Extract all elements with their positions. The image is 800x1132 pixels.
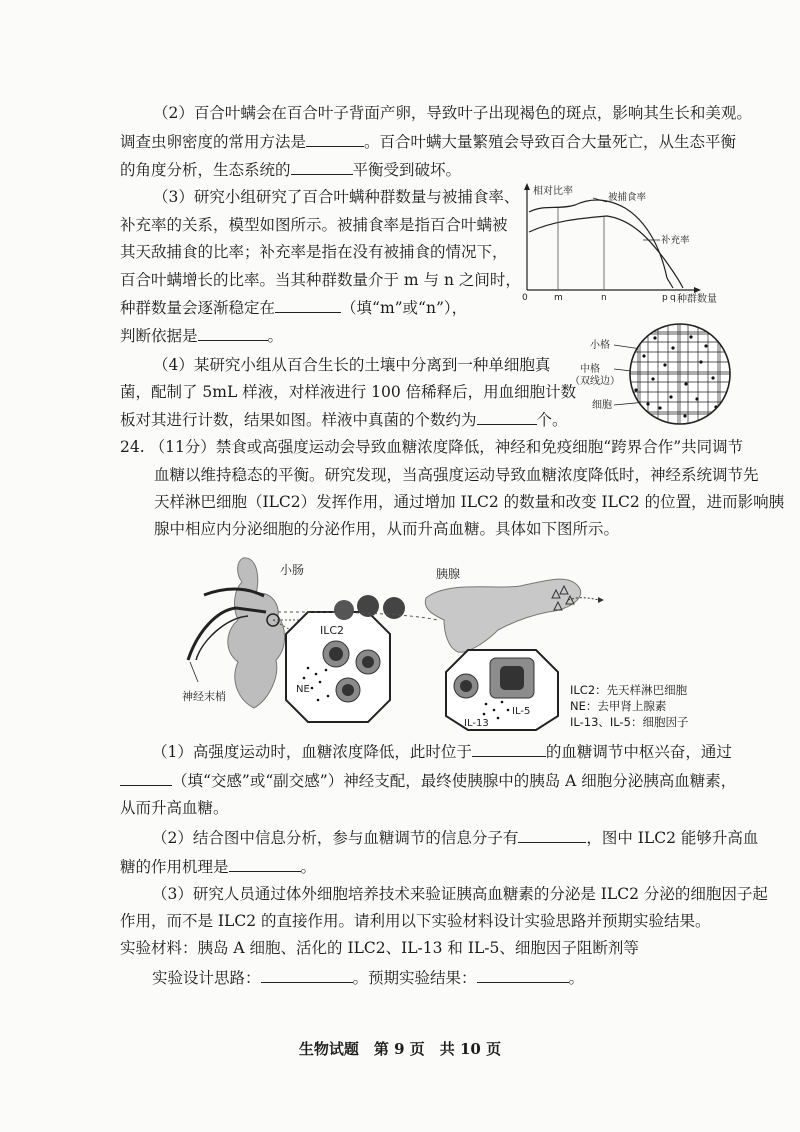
label-mid-square-note: （双线边） bbox=[570, 376, 620, 387]
label-small-intestine: 小肠 bbox=[280, 563, 305, 577]
q24-s2-line1: （2）结合图中信息分析，参与血糖调节的信息分子有 ，图中 ILC2 能够升高血 bbox=[152, 829, 759, 847]
x-axis-arrow bbox=[694, 287, 701, 293]
answer-blank[interactable] bbox=[291, 159, 353, 175]
grid-squares bbox=[628, 322, 732, 426]
q24-line3: 天样淋巴细胞（ILC2）发挥作用，通过增加 ILC2 的数量和改变 ILC2 的位置，进而影响胰 bbox=[154, 493, 785, 511]
tick-m: m bbox=[554, 293, 563, 303]
label-pancreas: 胰腺 bbox=[436, 567, 461, 581]
tick-origin: 0 bbox=[522, 293, 528, 303]
q23-p2-line1: （2）百合叶螨会在百合叶子背面产卵，导致叶子出现褐色的斑点，影响其生长和美观。 bbox=[153, 104, 752, 122]
q23-p4-line2: 菌，配制了 5mL 样液，对样液进行 100 倍稀释后，用血细胞计数 bbox=[120, 383, 577, 401]
q23-p2-line3: 的角度分析，生态系统的 平衡受到破坏。 bbox=[120, 161, 462, 179]
q23-p3-line4: 百合叶螨增长的比率。当其种群数量介于 m 与 n 之间时， bbox=[120, 271, 521, 289]
q24-line4: 腺中相应内分泌细胞的分泌作用，从而升高血糖。具体如下图所示。 bbox=[154, 520, 620, 538]
migrating-cell-1 bbox=[334, 600, 354, 620]
label-small-square: 小格 bbox=[590, 340, 610, 351]
q24-s1-line2: （填“交感”或“副交感”）神经支配，最终使胰腺中的胰岛 A 细胞分泌胰高血糖素， bbox=[120, 770, 736, 791]
answer-blank[interactable] bbox=[275, 297, 341, 313]
ilc2-nucleus-3 bbox=[342, 684, 354, 696]
recruit-curve bbox=[529, 216, 683, 288]
page-footer: 生物试题 第 9 页 共 10 页 bbox=[298, 1040, 502, 1058]
answer-blank[interactable] bbox=[472, 741, 546, 757]
answer-blank[interactable] bbox=[229, 856, 301, 872]
migrating-cell-3 bbox=[383, 597, 405, 619]
recruit-series-label: 补充率 bbox=[661, 235, 690, 246]
tick-p: p bbox=[662, 293, 668, 303]
q23-p3-line1: （3）研究小组研究了百合叶螨种群数量与被捕食率、 bbox=[153, 188, 520, 206]
legend-il: IL-13、IL-5：细胞因子 bbox=[570, 715, 689, 729]
alpha-cell-nucleus bbox=[500, 666, 524, 690]
predation-series-label: 被捕食率 bbox=[608, 192, 647, 203]
q23-p4-line3: 板对其进行计数，结果如图。样液中真菌的个数约为 个。 bbox=[120, 411, 568, 429]
label-ilc2: ILC2 bbox=[320, 624, 345, 637]
legend-ilc2: ILC2：先天样淋巴细胞 bbox=[570, 683, 688, 697]
q24-s2-line2: 糖的作用机理是 。 bbox=[120, 858, 317, 876]
hemocytometer-figure bbox=[570, 318, 750, 430]
y-axis-label: 相对比率 bbox=[533, 186, 573, 197]
ilc2-mechanism-figure bbox=[168, 550, 638, 732]
release-arrowhead bbox=[598, 597, 604, 603]
label-cell: 细胞 bbox=[592, 400, 612, 411]
q23-p3-line5: 种群数量会逐渐稳定在 （填“m”或“n”）， bbox=[120, 299, 468, 317]
answer-blank[interactable] bbox=[518, 827, 586, 843]
q24-line1: 24. （11分）禁食或高强度运动会导致血糖浓度降低，神经和免疫细胞“跨界合作”共同调节 bbox=[120, 438, 744, 456]
answer-blank[interactable] bbox=[198, 325, 268, 341]
q24-line2: 血糖以维持稳态的平衡。研究发现，当高强度运动导致血糖浓度降低时，神经系统调节先 bbox=[154, 466, 759, 484]
label-mid-square: 中格 bbox=[580, 364, 600, 375]
legend-ne: NE：去甲肾上腺素 bbox=[570, 699, 667, 713]
leader-nerve bbox=[190, 662, 198, 682]
q24-s3-line2: 作用，而不是 ILC2 的直接作用。请利用以下实验材料设计实验思路并预期实验结果。 bbox=[120, 912, 711, 930]
q23-p2-line2: 调查虫卵密度的常用方法是 。百合叶螨大量繁殖会导致百合大量死亡，从生态平衡 bbox=[120, 133, 737, 151]
tick-q: q bbox=[670, 293, 676, 303]
q24-s1-line1: （1）高强度运动时，血糖浓度降低，此时位于 的血糖调节中枢兴奋，通过 bbox=[152, 743, 732, 761]
answer-blank[interactable] bbox=[120, 770, 172, 786]
pancreas bbox=[425, 579, 580, 652]
y-axis-arrow bbox=[524, 183, 530, 190]
q23-p3-line6: 判断依据是 。 bbox=[120, 327, 284, 345]
answer-blank[interactable] bbox=[306, 131, 364, 147]
q24-s3-line1: （3）研究人员通过体外细胞培养技术来验证胰高血糖素的分泌是 ILC2 分泌的细胞因子起 bbox=[152, 885, 768, 903]
label-il5: IL-5 bbox=[512, 706, 531, 717]
q24-s3-line4: 实验设计思路： 。预期实验结果： 。 bbox=[152, 969, 585, 987]
label-nerve-ending: 神经末梢 bbox=[182, 690, 226, 703]
q23-p4-line1: （4）某研究小组从百合生长的土壤中分离到一种单细胞真 bbox=[153, 356, 551, 374]
answer-blank[interactable] bbox=[261, 967, 353, 983]
predation-recruitment-chart bbox=[515, 180, 725, 305]
ilc2-nucleus-2 bbox=[362, 656, 374, 668]
label-ne: NE bbox=[296, 684, 310, 695]
answer-blank[interactable] bbox=[477, 409, 537, 425]
answer-blank[interactable] bbox=[477, 967, 569, 983]
q23-p3-line3: 其天敌捕食的比率；补充率是指在没有被捕食的情况下， bbox=[120, 243, 508, 261]
ilc2-nucleus-4 bbox=[460, 680, 472, 692]
ilc2-nucleus-1 bbox=[329, 647, 343, 661]
q24-s1-line3: 从而升高血糖。 bbox=[120, 799, 229, 817]
label-il13: IL-13 bbox=[464, 718, 489, 729]
x-axis-label: 种群数量 bbox=[677, 294, 717, 305]
q24-s3-line3: 实验材料：胰岛 A 细胞、活化的 ILC2、IL-13 和 IL-5、细胞因子阻断剂等 bbox=[120, 939, 639, 957]
tick-n: n bbox=[601, 293, 607, 303]
q23-p3-line2: 补充率的关系，模型如图所示。被捕食率是指百合叶螨被 bbox=[120, 216, 508, 234]
small-intestine bbox=[228, 558, 285, 708]
